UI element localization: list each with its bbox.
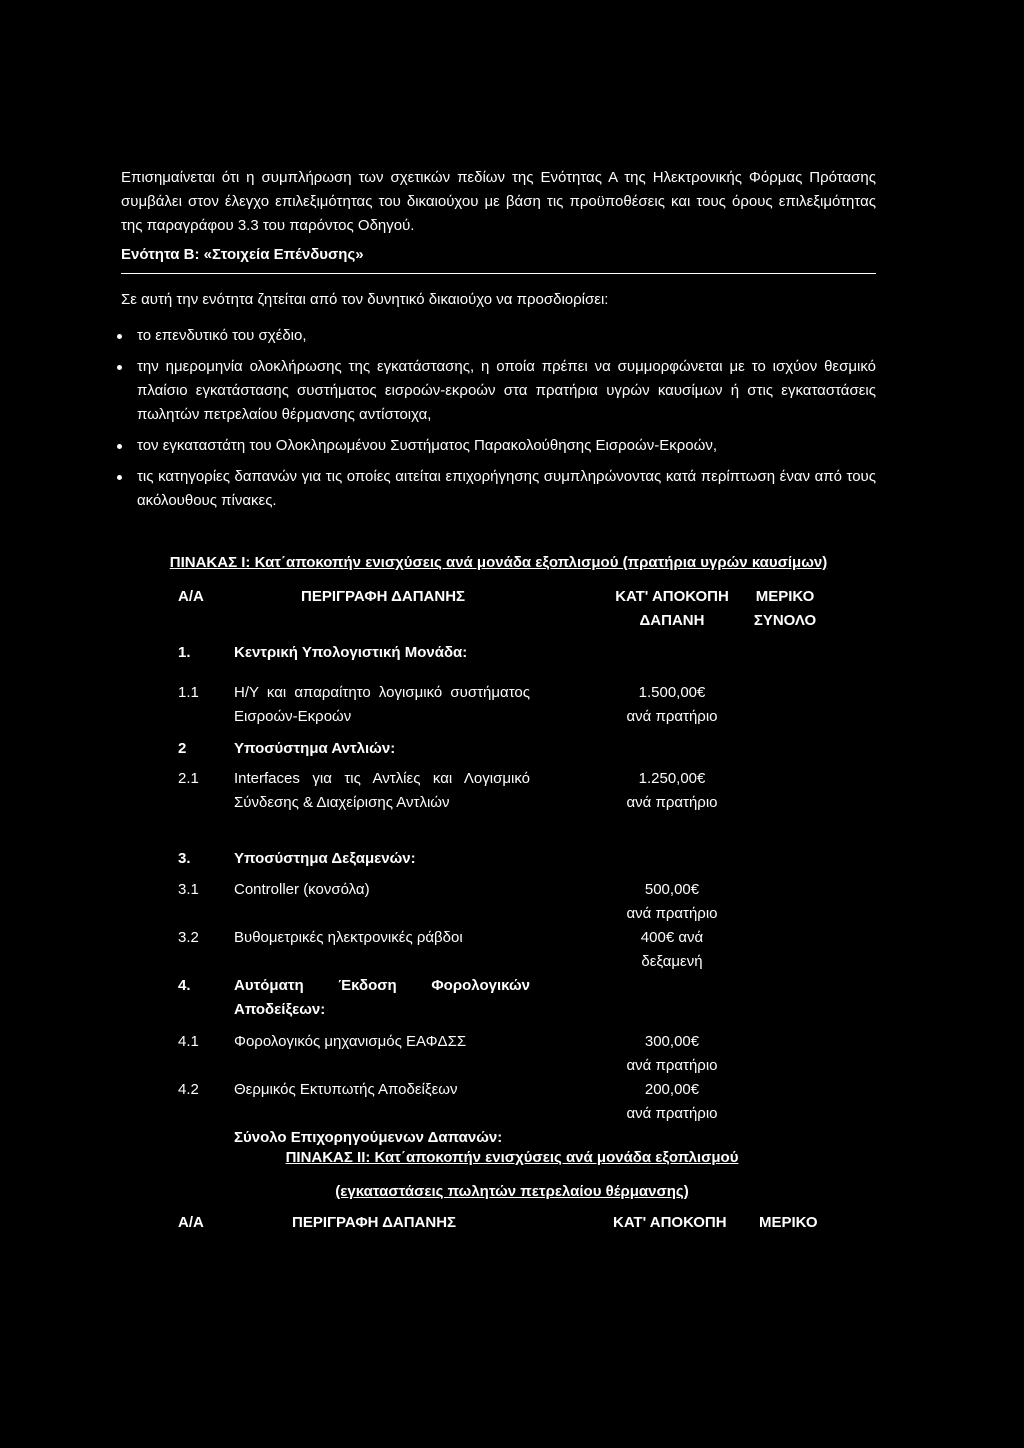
table1 [121,585,876,1154]
header-subtotal [745,585,825,633]
table2-title-line1: ΠΙΝΑΚΑΣ ΙΙ: Κατ΄αποκοπήν ενισχύσεις ανά μονάδα εξοπλισμού [285,1149,739,1166]
table1-title: ΠΙΝΑΚΑΣ Ι: Κατ΄αποκοπήν ενισχύσεις ανά μονάδα εξοπλισμού (πρατήρια υγρών καυσίμων) [169,554,828,571]
cost-unit: δεξαμενή [641,953,703,970]
row-lump-sum [611,767,733,815]
header-lump-sum-line2: ΔΑΠΑΝΗ [639,612,705,629]
table-row [121,737,876,767]
header-subtotal-line1: ΜΕΡΙΚΟ [755,588,815,605]
header-lump-sum-line1: ΚΑΤ' ΑΠΟΚΟΠΗ [615,588,729,605]
section-b-heading: Ενότητα Β: «Στοιχεία Επένδυσης» [121,243,876,274]
intro-paragraph: Επισημαίνεται ότι η συμπλήρωση των σχετικών πεδίων της Ενότητας Α της Ηλεκτρονικής Φόρμας Πρότασης συμβάλει στον έλεγχο επιλεξιμότητας του δικαιούχου με βάση τις προϋποθέσεις και τους όρους επιλεξιμότητας της παραγράφου 3.3 του παρόντος Οδηγού. [121,169,876,234]
list-item: τον εγκαταστάτη του Ολοκληρωμένου Συστήματος Παρακολούθησης Εισροών-Εκροών, [121,434,876,458]
row-description: Υποσύστημα Αντλιών: [234,740,396,757]
list-item: το επενδυτικό του σχέδιο, [121,324,876,348]
header-aa: Α/Α [178,588,204,605]
header-subtotal-line2: ΣΥΝΟΛΟ [753,612,817,629]
row-description: Κεντρική Υπολογιστική Μονάδα: [234,644,468,661]
cost-unit: ανά πρατήριο [626,1105,718,1122]
header-lump-sum: ΚΑΤ' ΑΠΟΚΟΠΗ [613,1214,727,1231]
row-number: 4.2 [178,1081,199,1098]
row-number: 3.1 [178,881,199,898]
row-description: Η/Υ και απαραίτητο λογισμικό συστήματος Εισροών-Εκροών [234,684,530,725]
row-number: 4.1 [178,1033,199,1050]
row-number: 4. [178,977,191,994]
row-number: 3.2 [178,929,199,946]
row-description: Interfaces για τις Αντλίες και Λογισμικό Σύνδεσης & Διαχείρισης Αντλιών [234,770,530,811]
cost-amount: 300,00€ [644,1033,700,1050]
requirements-list [121,324,876,513]
table-row [121,847,876,878]
table-row [121,1078,876,1126]
table2-title-line2: (εγκαταστάσεις πωλητών πετρελαίου θέρμανσης) [335,1183,689,1200]
row-number: 1. [178,644,191,661]
total-label: Σύνολο Επιχορηγούμενων Δαπανών: [234,1129,503,1146]
row-lump-sum [611,1078,733,1126]
cost-amount: 400€ ανά [640,929,704,946]
row-description: Βυθομετρικές ηλεκτρονικές ράβδοι [234,929,463,946]
header-description: ΠΕΡΙΓΡΑΦΗ ΔΑΠΑΝΗΣ [292,1214,457,1231]
table-row [121,1030,876,1078]
cost-amount: 1.500,00€ [638,684,706,701]
cost-unit: ανά πρατήριο [626,905,718,922]
header-subtotal: ΜΕΡΙΚΟ [759,1214,818,1231]
row-lump-sum [611,926,733,974]
row-number: 3. [178,850,191,867]
list-item: την ημερομηνία ολοκλήρωσης της εγκατάστασης, η οποία πρέπει να συμμορφώνεται με το ισχύον θεσμικό πλαίσιο εγκατάστασης συστήματος εισροών-εκροών στα πρατήρια υγρών καυσίμων ή στις εγκαταστάσεις πωλητών πετρελαίου θέρμανσης αντίστοιχα, [121,355,876,427]
list-item: τις κατηγορίες δαπανών για τις οποίες αιτείται επιχορήγησης συμπληρώνοντας κατά περίπτωση έναν από τους ακόλουθους πίνακες. [121,465,876,513]
header-aa: Α/Α [178,1214,204,1231]
table-row [121,926,876,974]
section-b-lead: Σε αυτή την ενότητα ζητείται από τον δυνητικό δικαιούχο να προσδιορίσει: [121,291,609,308]
header-lump-sum [611,585,733,633]
table-row [121,641,876,681]
row-lump-sum [611,878,733,926]
table-row [121,878,876,926]
cost-unit: ανά πρατήριο [626,1057,718,1074]
row-description: Αυτόματη Έκδοση Φορολογικών Αποδείξεων: [234,977,530,1018]
table-row [121,974,876,1030]
cost-unit: ανά πρατήριο [626,794,718,811]
header-description: ΠΕΡΙΓΡΑΦΗ ΔΑΠΑΝΗΣ [301,588,466,605]
row-lump-sum [611,1030,733,1078]
cost-amount: 500,00€ [644,881,700,898]
table-row [121,681,876,737]
row-number: 1.1 [178,684,199,701]
row-description: Θερμικός Εκτυπωτής Αποδείξεων [234,1081,458,1098]
cost-amount: 1.250,00€ [638,770,706,787]
row-description: Υποσύστημα Δεξαμενών: [234,850,416,867]
row-lump-sum [611,681,733,729]
row-description: Φορολογικός μηχανισμός ΕΑΦΔΣΣ [234,1033,467,1050]
row-number: 2.1 [178,770,199,787]
table1-header-row [121,585,876,633]
table-row [121,767,876,847]
document-page [121,166,876,1154]
cost-amount: 200,00€ [644,1081,700,1098]
cost-unit: ανά πρατήριο [626,708,718,725]
row-description: Controller (κονσόλα) [234,881,370,898]
row-number: 2 [178,740,187,757]
